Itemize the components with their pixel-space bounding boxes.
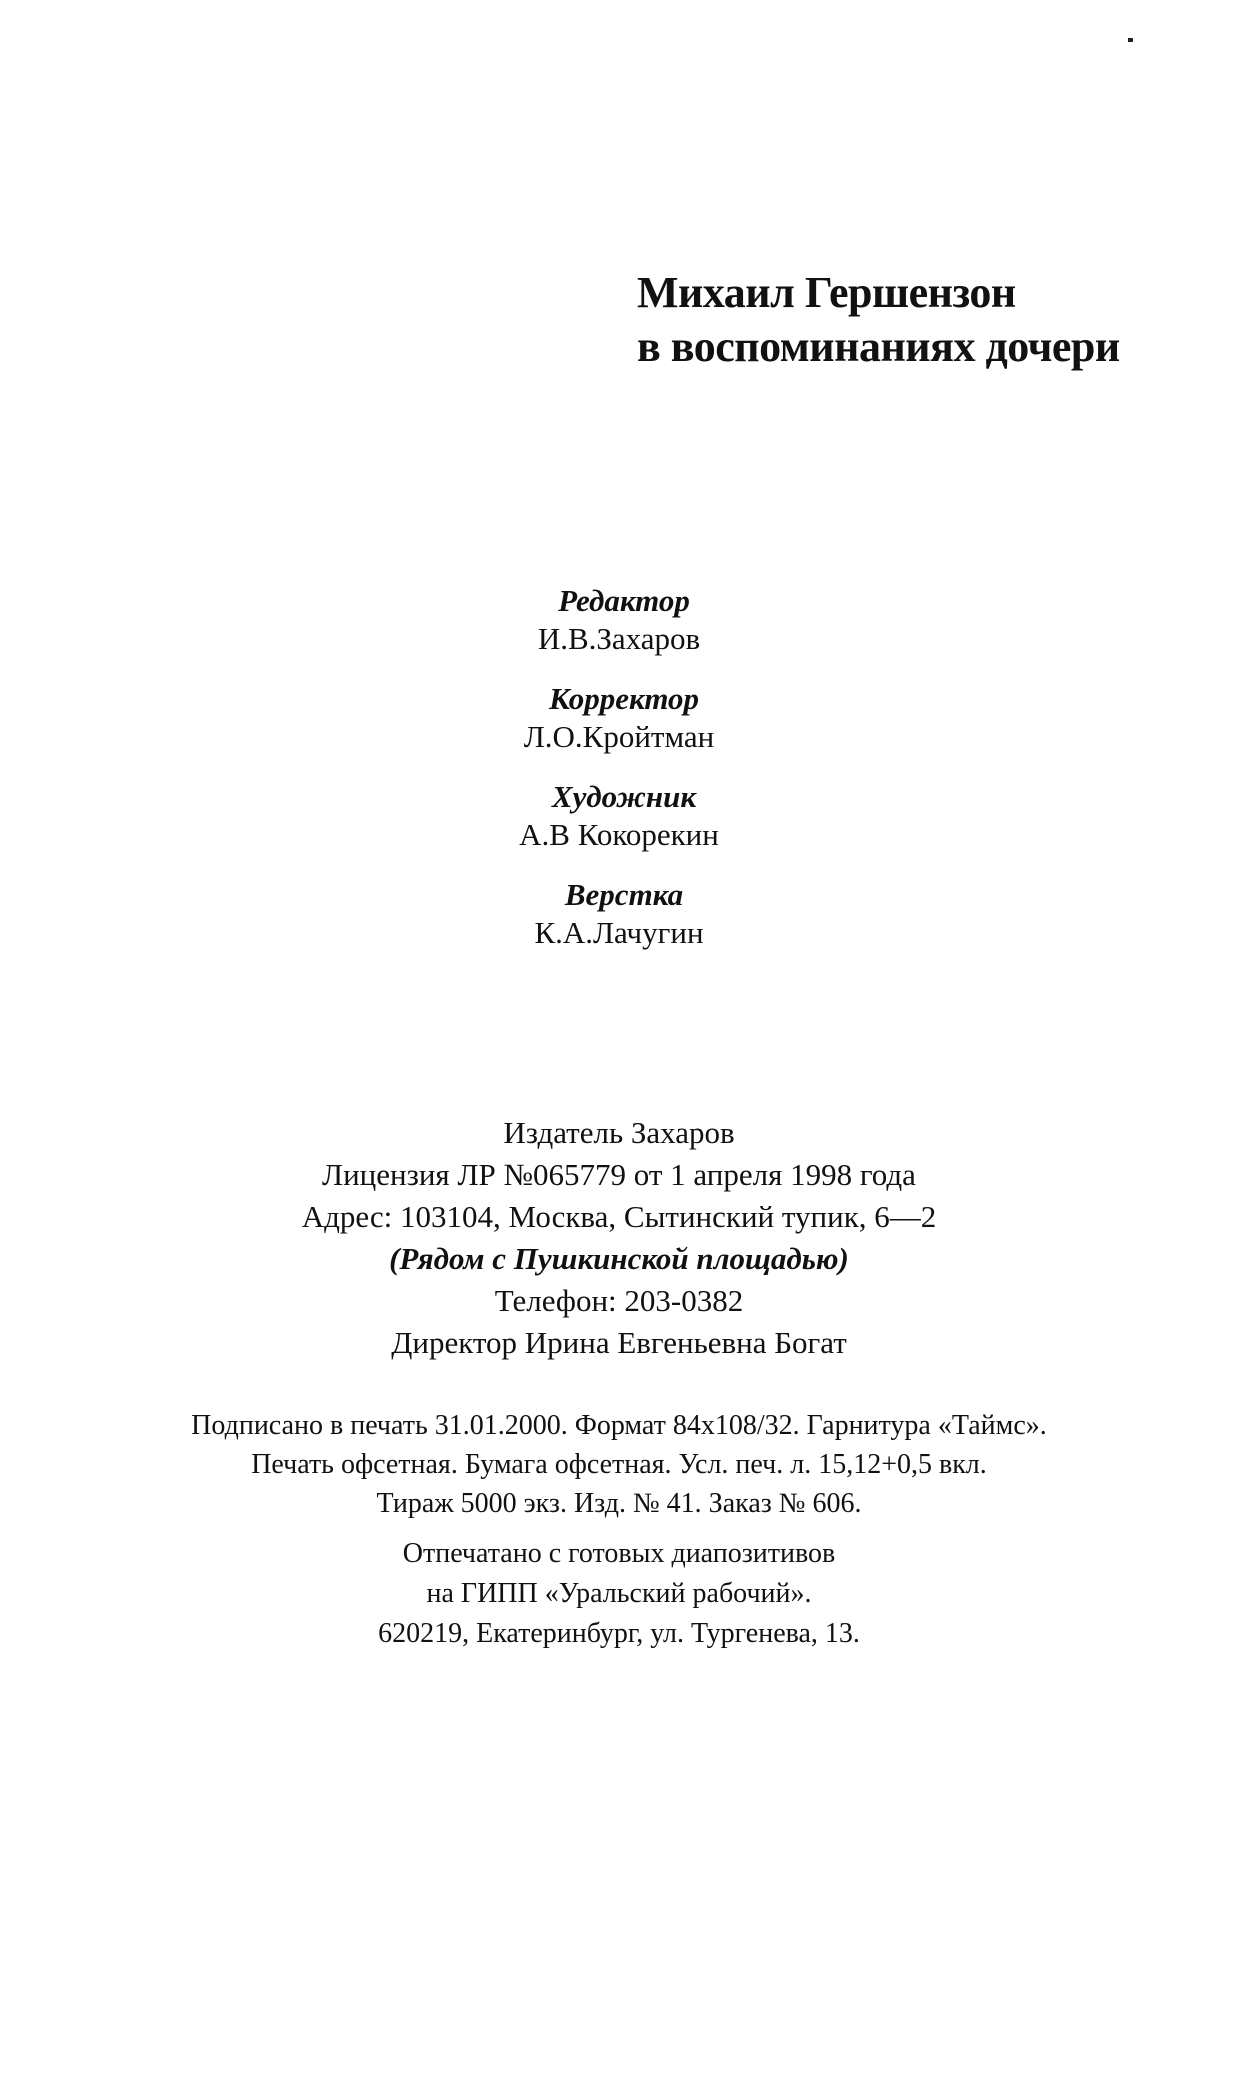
credit-name: А.В Кокорекин: [519, 817, 719, 852]
publisher-address: Адрес: 103104, Москва, Сытинский тупик, 6—2: [301, 1199, 937, 1234]
printer-line-1: Отпечатано с готовых диапозитивов: [402, 1538, 836, 1569]
book-title: [637, 266, 1120, 374]
book-title-line-1: Михаил Гершензон: [637, 268, 1016, 317]
book-title-line-2: в воспоминаниях дочери: [637, 322, 1120, 371]
printer-line-2: на ГИПП «Уральский рабочий».: [426, 1578, 812, 1609]
imprint-line-1: Подписано в печать 31.01.2000. Формат 84x108/32. Гарнитура «Таймс».: [191, 1410, 1047, 1441]
credit-artist: [0, 778, 1238, 854]
publisher-name: Издатель Захаров: [503, 1115, 735, 1150]
printer-line-3: 620219, Екатеринбург, ул. Тургенева, 13.: [378, 1618, 860, 1649]
print-imprint: [0, 1406, 1238, 1523]
publisher-info: [0, 1112, 1238, 1364]
credit-editor: [0, 582, 1238, 658]
credit-name: Л.О.Кройтман: [523, 719, 715, 754]
publisher-license: Лицензия ЛР №065779 от 1 апреля 1998 года: [322, 1157, 916, 1192]
publisher-phone: Телефон: 203-0382: [494, 1283, 744, 1318]
credit-proofreader: [0, 680, 1238, 756]
credit-name: И.В.Захаров: [537, 621, 701, 656]
credit-name: К.А.Лачугин: [534, 915, 704, 950]
imprint-line-2: Печать офсетная. Бумага офсетная. Усл. печ. л. 15,12+0,5 вкл.: [251, 1449, 987, 1480]
imprint-line-3: Тираж 5000 экз. Изд. № 41. Заказ № 606.: [376, 1488, 862, 1519]
credit-role: Верстка: [564, 877, 684, 912]
credit-layout: [0, 876, 1238, 952]
publisher-address-note: (Рядом с Пушкинской площадью): [389, 1241, 849, 1276]
credit-role: Художник: [551, 779, 697, 814]
publisher-director: Директор Ирина Евгеньевна Богат: [391, 1325, 847, 1360]
page-corner-mark: [1128, 38, 1133, 42]
credit-role: Редактор: [558, 583, 690, 618]
credit-role: Корректор: [548, 681, 700, 716]
printer-info: [0, 1534, 1238, 1654]
